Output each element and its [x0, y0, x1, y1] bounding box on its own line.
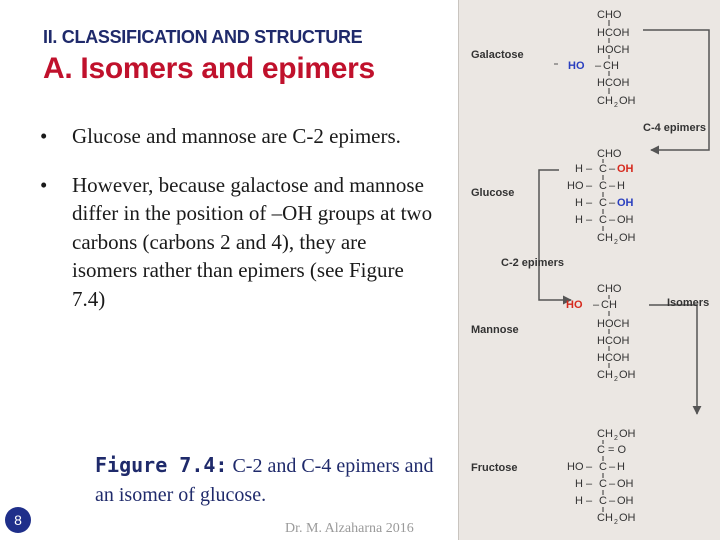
bullet-text: However, because galactose and mannose differ in the position of –OH groups at two carbons (carbons 2 and 4), they are isomers rather than epimers (see Figure 7.4)	[72, 172, 433, 311]
svg-text:CHO: CHO	[597, 9, 622, 21]
svg-text:C: C	[599, 495, 607, 507]
svg-text:–: –	[586, 163, 593, 175]
svg-text:CH: CH	[597, 95, 613, 107]
bullet-marker: •	[40, 172, 48, 197]
fructose-structure	[567, 428, 636, 526]
svg-text:CH: CH	[597, 512, 613, 524]
svg-text:H: H	[575, 163, 583, 175]
galactose-structure	[568, 9, 636, 109]
svg-text:–: –	[586, 180, 593, 192]
svg-text:H: H	[575, 214, 583, 226]
figure-caption	[95, 451, 455, 510]
svg-text:–: –	[595, 60, 602, 72]
svg-text:OH: OH	[617, 163, 634, 175]
svg-text:2: 2	[614, 102, 618, 109]
label-mannose: Mannose	[471, 324, 519, 336]
footer-author: Dr. M. Alzaharna 2016	[285, 521, 414, 536]
page-number: 8	[5, 507, 31, 533]
svg-text:2: 2	[614, 519, 618, 526]
svg-text:2: 2	[614, 435, 618, 442]
label-fructose: Fructose	[471, 462, 518, 474]
glucose-structure	[567, 148, 636, 246]
svg-text:–: –	[593, 299, 600, 311]
svg-text:2: 2	[614, 376, 618, 383]
svg-text:2: 2	[614, 239, 618, 246]
svg-text:HO: HO	[566, 299, 583, 311]
svg-text:CH: CH	[601, 299, 617, 311]
label-isomers: Isomers	[667, 297, 710, 309]
svg-text:CH: CH	[597, 369, 613, 381]
svg-text:–: –	[609, 180, 616, 192]
svg-text:HOCH: HOCH	[597, 44, 630, 56]
svg-text:OH: OH	[617, 214, 634, 226]
svg-text:C: C	[599, 197, 607, 209]
bullet-list	[40, 122, 435, 333]
svg-text:–: –	[586, 495, 593, 507]
svg-text:–: –	[609, 197, 616, 209]
svg-text:OH: OH	[617, 197, 634, 209]
caption-text: C-2 and C-4 epimers and an isomer of glucose.	[95, 455, 434, 506]
label-glucose: Glucose	[471, 187, 515, 199]
svg-text:C: C	[599, 214, 607, 226]
svg-text:OH: OH	[619, 95, 636, 107]
svg-text:OH: OH	[617, 478, 634, 490]
svg-text:HO: HO	[567, 180, 584, 192]
main-title: A. Isomers and epimers	[43, 52, 375, 85]
svg-text:HOCH: HOCH	[597, 318, 630, 330]
svg-text:CHO: CHO	[597, 148, 622, 160]
svg-text:–: –	[609, 163, 616, 175]
svg-text:H: H	[617, 461, 625, 473]
svg-text:C = O: C = O	[597, 444, 627, 456]
svg-text:H: H	[575, 478, 583, 490]
svg-text:–: –	[586, 461, 593, 473]
svg-text:CH: CH	[597, 232, 613, 244]
label-c4-epimers: C-4 epimers	[643, 122, 706, 134]
bullet-marker: •	[40, 124, 48, 148]
svg-text:–: –	[586, 478, 593, 490]
svg-text:–: –	[586, 214, 593, 226]
svg-text:HO: HO	[568, 60, 585, 72]
svg-text:HCOH: HCOH	[597, 77, 630, 89]
svg-text:–: –	[609, 478, 616, 490]
svg-text:HCOH: HCOH	[597, 352, 630, 364]
svg-text:C: C	[599, 478, 607, 490]
svg-text:C: C	[599, 180, 607, 192]
svg-text:C: C	[599, 461, 607, 473]
svg-text:–: –	[609, 495, 616, 507]
section-title: II. CLASSIFICATION AND STRUCTURE	[43, 27, 363, 47]
svg-text:HCOH: HCOH	[597, 27, 630, 39]
svg-text:OH: OH	[619, 512, 636, 524]
bullet-item	[40, 171, 435, 314]
mannose-structure	[566, 283, 636, 383]
svg-text:CH: CH	[603, 60, 619, 72]
svg-text:H: H	[617, 180, 625, 192]
svg-text:OH: OH	[617, 495, 634, 507]
svg-text:H: H	[575, 197, 583, 209]
svg-text:CHO: CHO	[597, 283, 622, 295]
svg-text:–: –	[586, 197, 593, 209]
caption-label: Figure 7.4:	[95, 453, 228, 477]
label-galactose: Galactose	[471, 49, 524, 61]
svg-text:OH: OH	[619, 232, 636, 244]
svg-text:H: H	[575, 495, 583, 507]
svg-text:C: C	[599, 163, 607, 175]
svg-text:CH: CH	[597, 428, 613, 440]
epimer-figure	[458, 0, 720, 540]
bullet-item	[40, 122, 435, 151]
figure-svg	[459, 0, 720, 540]
svg-text:–: –	[609, 461, 616, 473]
svg-text:HO: HO	[567, 461, 584, 473]
label-c2-epimers: C-2 epimers	[501, 257, 564, 269]
svg-text:HCOH: HCOH	[597, 335, 630, 347]
svg-text:OH: OH	[619, 428, 636, 440]
svg-text:OH: OH	[619, 369, 636, 381]
svg-text:–: –	[609, 214, 616, 226]
bullet-text: Glucose and mannose are C-2 epimers.	[72, 124, 401, 148]
